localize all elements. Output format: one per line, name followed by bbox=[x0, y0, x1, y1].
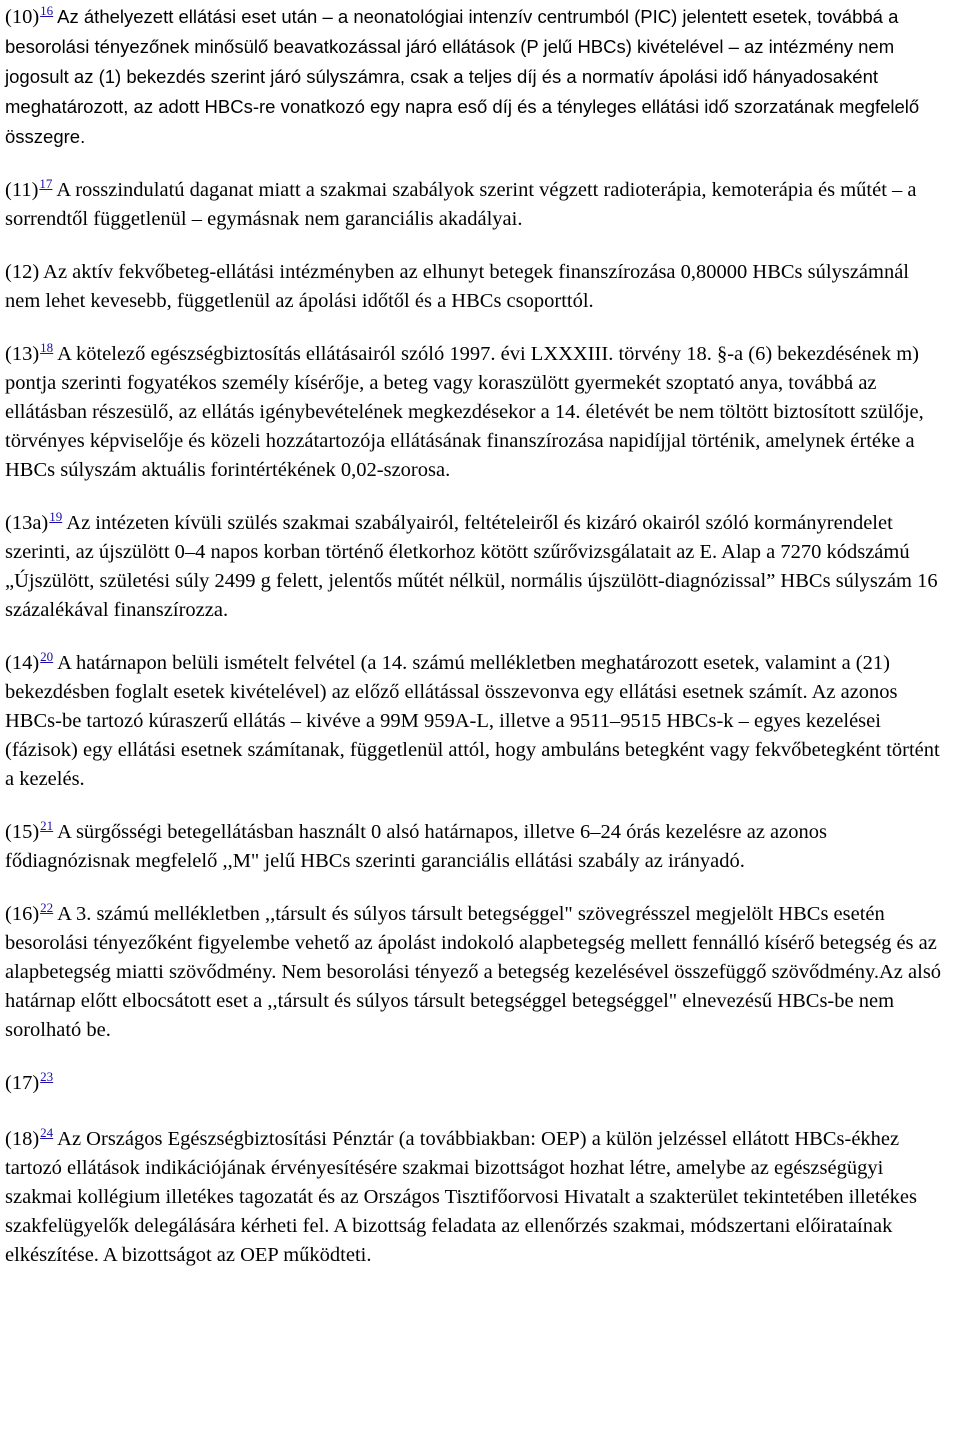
paragraph-14 bbox=[5, 649, 946, 794]
paragraph-number: (17) bbox=[5, 1072, 40, 1094]
paragraph-text: A kötelező egészségbiztosítás ellátásairól szóló 1997. évi LXXXIII. törvény 18. §-a (6) bekezdésének m) pontja szerinti fogyatékos személy kísérője, a beteg vagy koraszülött gyermekét szoptató anya, továbbá az ellátásban részesülő, az ellátás igénybevételének megkezdésekor a 14. életévét be nem töltött biztosított szülője, törvényes képviselője és közeli hozzátartozója ellátásának finanszírozása napidíjjal történik, amelynek értéke a HBCs súlyszám aktuális forintértékének 0,02-szorosa. bbox=[5, 343, 924, 481]
paragraph-text: A határnapon belüli ismételt felvétel (a 14. számú mellékletben meghatározott esetek, valamint a (21) bekezdésben foglalt esetek kivételével) az előző ellátással összevonva egy ellátási esetnek számít. Az azonos HBCs-be tartozó kúraszerű ellátás – kivéve a 99M 959A-L, illetve a 9511–9515 HBCs-k – egyes kezelései (fázisok) egy ellátási esetnek számítanak, függetlenül attól, hogy ambuláns betegként vagy fekvőbetegként történt a kezelés. bbox=[5, 652, 940, 790]
paragraph-13a bbox=[5, 509, 946, 625]
paragraph-text: A rosszindulatú daganat miatt a szakmai szabályok szerint végzett radioterápia, kemoterápia és műtét – a sorrendtől függetlenül – egymásnak nem garanciális akadályai. bbox=[5, 179, 917, 230]
paragraph-16 bbox=[5, 900, 946, 1045]
footnote-link[interactable]: 23 bbox=[40, 1069, 54, 1084]
paragraph-number: (14) bbox=[5, 652, 40, 674]
paragraph-number: (11) bbox=[5, 179, 39, 201]
paragraph-number: (13) bbox=[5, 343, 40, 365]
paragraph-number: (10) bbox=[5, 6, 40, 28]
paragraph-text: Az Országos Egészségbiztosítási Pénztár (a továbbiakban: OEP) a külön jelzéssel ellátott HBCs-ékhez tartozó ellátások indikációjának érvényesítésére szakmai bizottságot hozhat létre, amelybe az egészségügyi szakmai kollégium illetékes tagozatát és az Országos Tisztifőorvosi Hivatalt a szakterület tekintetében illetékes szakfelügyelők delegálására kérheti fel. A bizottság feladata az ellenőrzés szakmai, módszertani előirataínak elkészítése. A bizottságot az OEP működteti. bbox=[5, 1128, 917, 1266]
paragraph-text: A sürgősségi betegellátásban használt 0 alsó határnapos, illetve 6–24 órás kezelésre az azonos fődiagnózisnak megfelelő ,,M" jelű HBCs szerinti garanciális ellátási szabály az irányadó. bbox=[5, 821, 827, 872]
paragraph-text: Az intézeten kívüli szülés szakmai szabályairól, feltételeiről és kizáró okairól szóló kormányrendelet szerinti, az újszülött 0–4 napos korban történő életkorhoz kötött szűrővizsgálatait az E. Alap a 7270 kódszámú „Újszülött, születési súly 2499 g felett, jelentős műtét nélkül, normális újszülött-diagnózissal” HBCs súlyszám 16 százalékával finanszírozza. bbox=[5, 512, 938, 621]
paragraph-15 bbox=[5, 818, 946, 876]
footnote-link[interactable]: 22 bbox=[40, 900, 54, 915]
footnote-link[interactable]: 19 bbox=[49, 509, 63, 524]
footnote-link[interactable]: 16 bbox=[40, 3, 54, 18]
footnote-link[interactable]: 24 bbox=[40, 1125, 54, 1140]
paragraph-text: Az aktív fekvőbeteg-ellátási intézményben az elhunyt betegek finanszírozása 0,80000 HBCs súlyszámnál nem lehet kevesebb, függetlenül az ápolási időtől és a HBCs csoporttól. bbox=[5, 261, 910, 312]
paragraph-17 bbox=[5, 1069, 946, 1098]
footnote-link[interactable]: 17 bbox=[39, 176, 53, 191]
paragraph-18 bbox=[5, 1125, 946, 1270]
paragraph-number: (12) bbox=[5, 261, 40, 283]
paragraph-10 bbox=[5, 0, 946, 152]
paragraph-12 bbox=[5, 258, 946, 316]
footnote-link[interactable]: 20 bbox=[40, 649, 54, 664]
paragraph-number: (13a) bbox=[5, 512, 49, 534]
footnote-link[interactable]: 21 bbox=[40, 818, 54, 833]
paragraph-number: (18) bbox=[5, 1128, 40, 1150]
paragraph-11 bbox=[5, 176, 946, 234]
paragraph-number: (15) bbox=[5, 821, 40, 843]
paragraph-13 bbox=[5, 340, 946, 485]
paragraph-text: A 3. számú mellékletben ,,társult és súlyos társult betegséggel" szövegrésszel megjelölt HBCs esetén besorolási tényezőként figyelembe vehető az ápolást indokoló alapbetegség mellett fennálló kísérő betegség és az alapbetegség miatti szövődmény. Nem besorolási tényező a betegség kezelésével összefüggő szövődmény.Az alsó határnap előtt elbocsátott eset a ,,társult és súlyos társult betegséggel betegséggel" elnevezésű HBCs-be nem sorolható be. bbox=[5, 903, 942, 1041]
paragraph-number: (16) bbox=[5, 903, 40, 925]
paragraph-text: Az áthelyezett ellátási eset után – a neonatológiai intenzív centrumból (PIC) jelentett esetek, továbbá a besorolási tényezőnek minősülő beavatkozással járó ellátások (P jelű HBCs) kivételével – az intézmény nem jogosult az (1) bekezdés szerint járó súlyszámra, csak a teljes díj és a normatív ápolási idő hányadosaként meghatározott, az adott HBCs-re vonatkozó egy napra eső díj és a tényleges ellátási idő szorzatának megfelelő összegre. bbox=[5, 6, 920, 147]
footnote-link[interactable]: 18 bbox=[40, 340, 54, 355]
